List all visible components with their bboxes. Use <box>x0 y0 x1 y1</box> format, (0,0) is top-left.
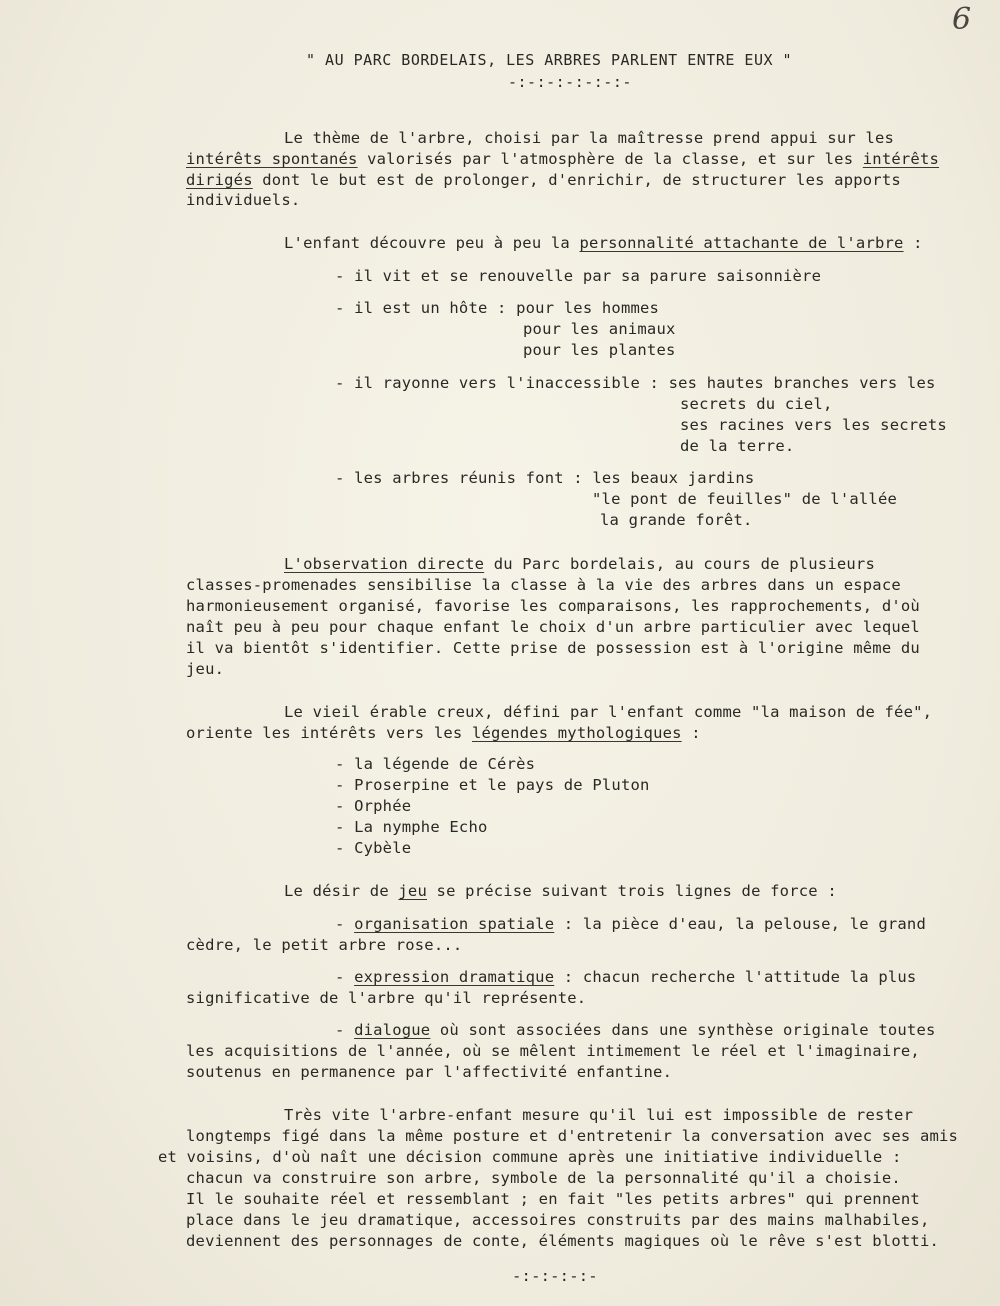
underlined-phrase: expression dramatique <box>354 968 555 986</box>
end-rule: -:-:-:-:- <box>512 1267 598 1285</box>
underlined-phrase: dialogue <box>354 1021 431 1039</box>
p3-line-1-rest: du Parc bordelais, au cours de plusieurs <box>484 555 875 573</box>
p2-bullet-4-cont: "le pont de feuilles" de l'allée <box>592 490 898 508</box>
p2-bullet-3-cont: secrets du ciel, <box>680 395 833 413</box>
p4-line-1: Le vieil érable creux, défini par l'enfant comme "la maison de fée", <box>284 703 933 721</box>
p4-line-2-text: oriente les intérêts vers les <box>186 724 472 742</box>
underlined-phrase: personnalité attachante de l'arbre <box>579 234 904 252</box>
p1-line-2 <box>186 149 939 169</box>
force-2-cont: significative de l'arbre qu'il représente. <box>186 989 587 1007</box>
p2-bullet-4: - les arbres réunis font : les beaux jardins <box>335 469 755 487</box>
dash: - <box>335 968 355 986</box>
p3-line-1 <box>284 554 875 574</box>
p6-line-6: place dans le jeu dramatique, accessoires construits par des mains malhabiles, <box>186 1211 930 1229</box>
p1-line-2-mid: valorisés par l'atmosphère de la classe, et sur les <box>357 150 863 168</box>
p6-line-3: et voisins, d'où naît une décision commune après une initiative individuelle : <box>158 1148 902 1166</box>
p2-intro <box>284 233 923 253</box>
underlined-phrase: intérêts spontanés <box>186 150 358 168</box>
p5-line-1b: se précise suivant trois lignes de force : <box>427 882 837 900</box>
force-3-cont: les acquisitions de l'année, où se mêlent intimement le réel et l'imaginaire, <box>186 1042 920 1060</box>
p2-intro-text: L'enfant découvre peu à peu la <box>284 234 580 252</box>
force-line-2 <box>335 967 916 987</box>
p2-bullet-2-cont: pour les plantes <box>523 341 676 359</box>
p6-line-5: Il le souhaite réel et ressemblant ; en fait "les petits arbres" qui prennent <box>186 1190 920 1208</box>
p6-line-7: deviennent des personnages de conte, éléments magiques où le rêve s'est blotti. <box>186 1232 940 1250</box>
page-number: 6 <box>952 2 972 37</box>
force-3-cont: soutenus en permanence par l'affectivité enfantine. <box>186 1063 673 1081</box>
p5-line-1a: Le désir de <box>284 882 399 900</box>
force-1-rest: : la pièce d'eau, la pelouse, le grand <box>554 915 926 933</box>
p3-line-4: naît peu à peu pour chaque enfant le choix d'un arbre particulier avec lequel <box>186 618 920 636</box>
p2-intro-end: : <box>903 234 923 252</box>
p6-line-2: longtemps figé dans la même posture et d'entretenir la conversation avec ses amis <box>186 1127 959 1145</box>
p5-line-1 <box>284 881 837 901</box>
p2-bullet-3: - il rayonne vers l'inaccessible : ses hautes branches vers les <box>335 374 936 392</box>
underlined-phrase: intérêts <box>862 150 940 168</box>
p3-line-5: il va bientôt s'identifier. Cette prise de possession est à l'origine même du <box>186 639 920 657</box>
force-line-3 <box>335 1020 936 1040</box>
force-line-1 <box>335 914 926 934</box>
p1-line-3 <box>186 170 901 190</box>
underlined-phrase: L'observation directe <box>284 555 485 573</box>
p3-line-2: classes-promenades sensibilise la classe à la vie des arbres dans un espace <box>186 576 901 594</box>
legend-item: - Orphée <box>335 797 412 815</box>
p2-bullet-4-cont: la grande forêt. <box>600 511 753 529</box>
p1-line-3-rest: dont le but est de prolonger, d'enrichir, de structurer les apports <box>252 171 901 189</box>
p6-line-1: Très vite l'arbre-enfant mesure qu'il lui est impossible de rester <box>284 1106 914 1124</box>
title-rule: -:-:-:-:-:-:- <box>508 73 632 91</box>
p1-line-1: Le thème de l'arbre, choisi par la maîtresse prend appui sur les <box>284 129 895 147</box>
dash: - <box>335 1021 355 1039</box>
dash: - <box>335 915 355 933</box>
underlined-phrase: dirigés <box>186 171 253 189</box>
force-1-cont: cèdre, le petit arbre rose... <box>186 936 463 954</box>
p2-bullet-3-cont: ses racines vers les secrets <box>680 416 947 434</box>
legend-item: - la légende de Cérès <box>335 755 536 773</box>
p2-bullet-3-cont: de la terre. <box>680 437 795 455</box>
p4-line-2 <box>186 723 701 743</box>
force-2-rest: : chacun recherche l'attitude la plus <box>554 968 917 986</box>
underlined-phrase: jeu <box>398 882 427 900</box>
underlined-phrase: organisation spatiale <box>354 915 555 933</box>
document-title: " AU PARC BORDELAIS, LES ARBRES PARLENT ENTRE EUX " <box>306 51 793 69</box>
underlined-phrase: légendes mythologiques <box>471 724 682 742</box>
p2-bullet-2-cont: pour les animaux <box>523 320 676 338</box>
legend-item: - Proserpine et le pays de Pluton <box>335 776 650 794</box>
force-3-rest: où sont associées dans une synthèse originale toutes <box>430 1021 936 1039</box>
p3-line-3: harmonieusement organisé, favorise les comparaisons, les rapprochements, d'où <box>186 597 920 615</box>
p6-line-4: chacun va construire son arbre, symbole de la personnalité qu'il a choisie. <box>186 1169 901 1187</box>
p3-line-6: jeu. <box>186 660 225 678</box>
p2-bullet-1: - il vit et se renouvelle par sa parure saisonnière <box>335 267 822 285</box>
legend-item: - Cybèle <box>335 839 412 857</box>
p4-line-2-end: : <box>681 724 701 742</box>
p2-bullet-2: - il est un hôte : pour les hommes <box>335 299 660 317</box>
legend-item: - La nymphe Echo <box>335 818 488 836</box>
show-through-ghost-text <box>120 60 190 1260</box>
p1-line-4: individuels. <box>186 191 301 209</box>
